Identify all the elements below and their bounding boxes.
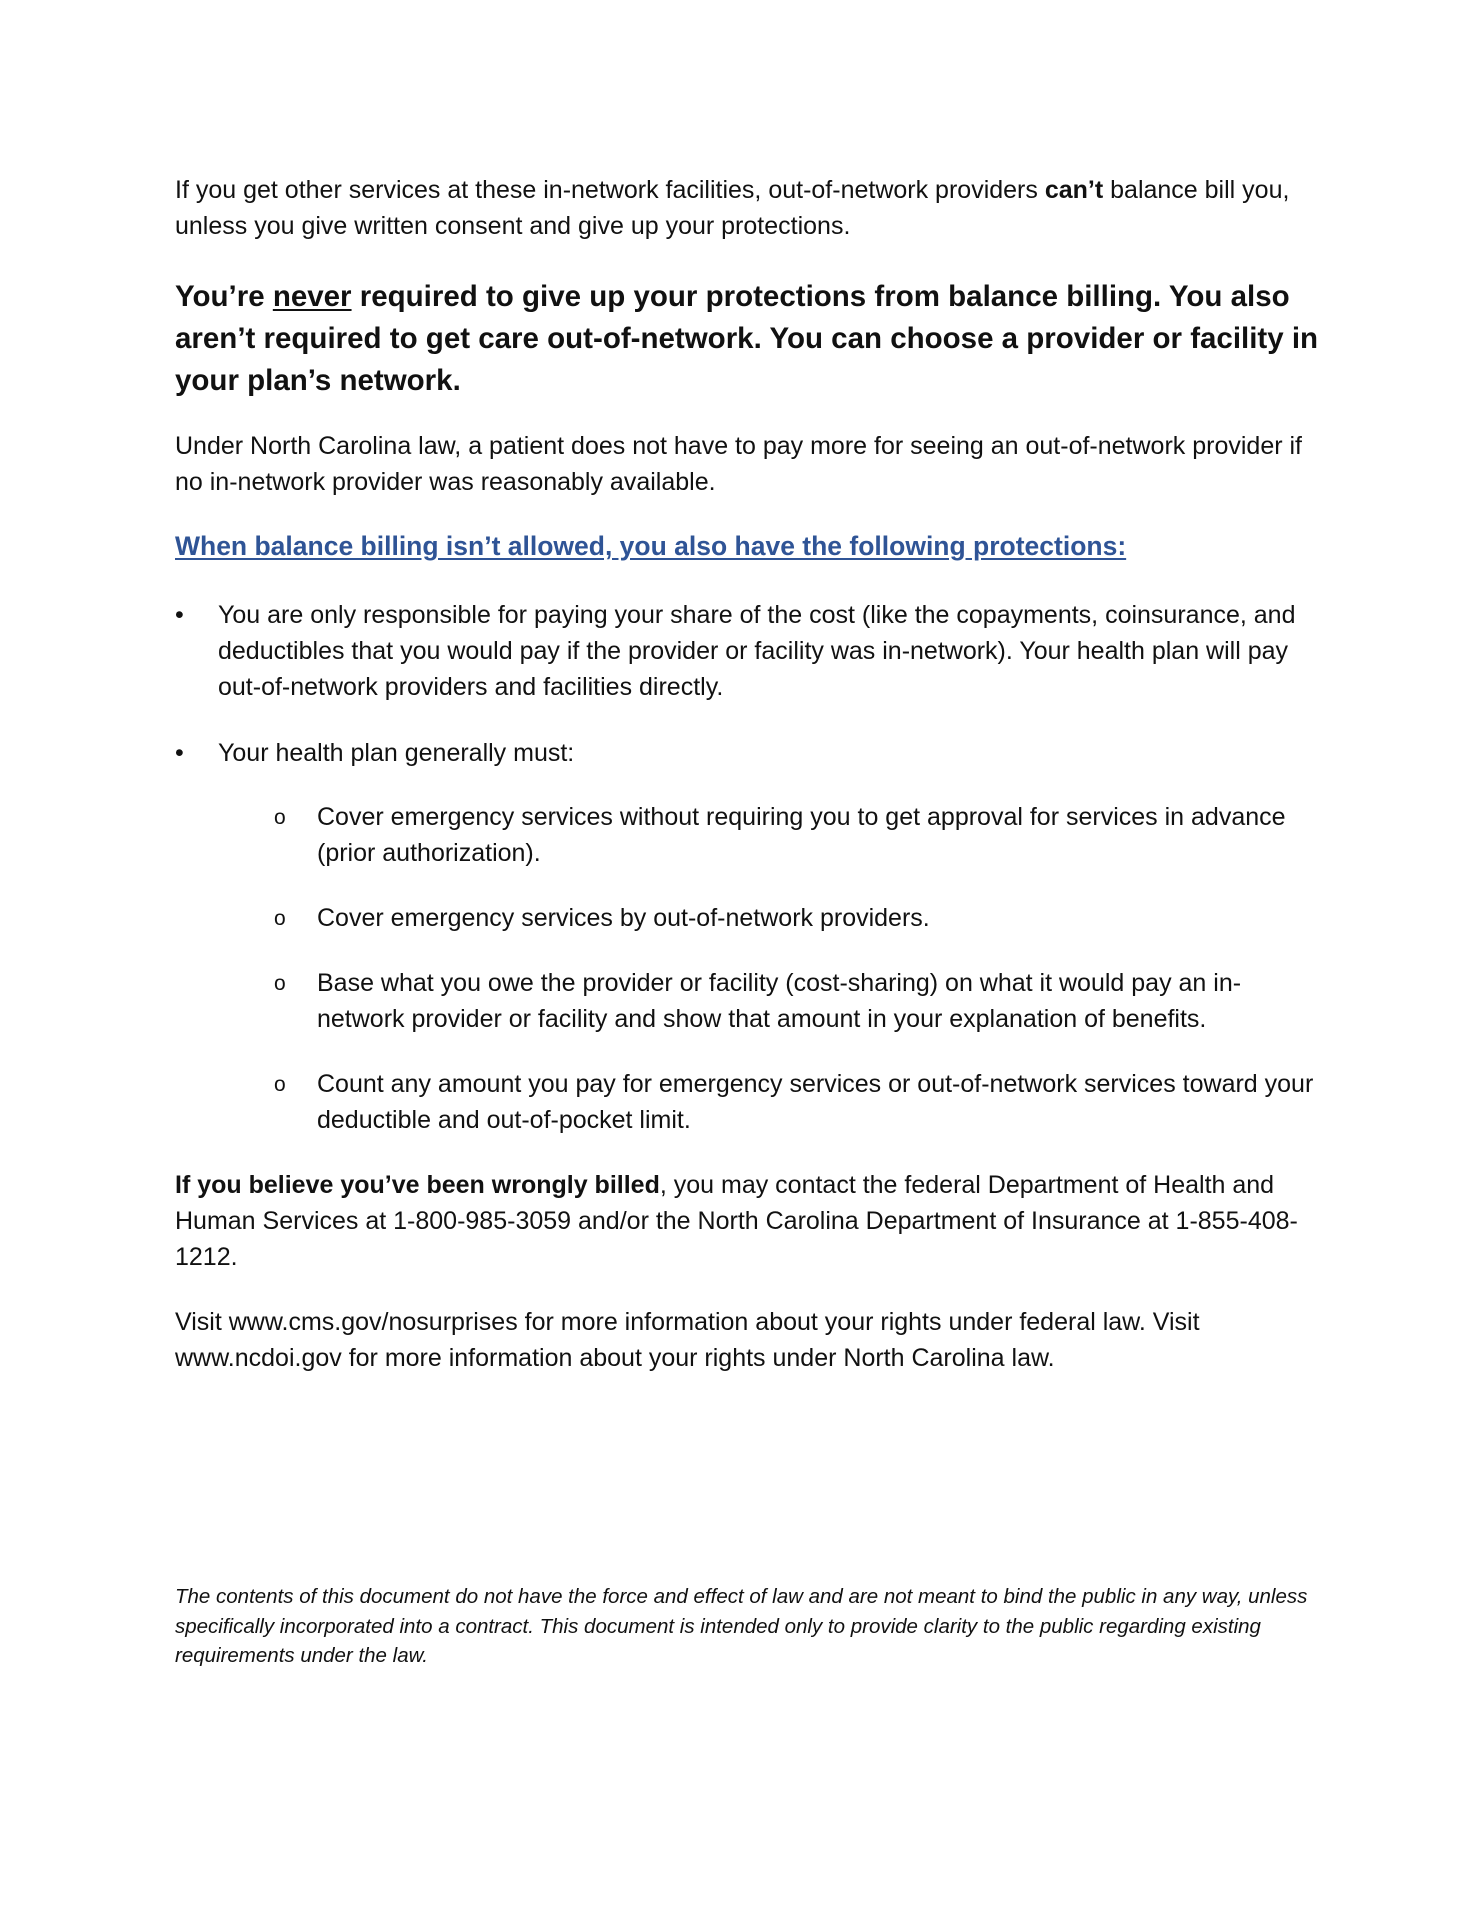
protections-section-heading: When balance billing isn’t allowed, you also have the following protections: xyxy=(175,531,1127,561)
intro-text-end: balance bill you, unless you give written consent and give up your protections. xyxy=(175,176,1290,240)
circle-bullet-icon: o xyxy=(274,1073,286,1096)
legal-disclaimer: The contents of this document do not have the force and effect of law and are not meant to bind the public in any way, unless specifically incorporated into a contract. This document is intended only to provide clarity to the public regarding existing requirements under the law. xyxy=(175,1585,1308,1667)
sub-list-text: Base what you owe the provider or facility (cost-sharing) on what it would pay an in-network provider or facility and show that amount in your explanation of benefits. xyxy=(317,969,1242,1033)
bullet-icon: • xyxy=(175,739,184,767)
bullet-icon: • xyxy=(175,601,184,629)
contact-paragraph xyxy=(175,1167,1325,1275)
contact-bold-lead: If you believe you’ve been wrongly billed xyxy=(175,1171,660,1199)
bullet-item-cost-share xyxy=(175,597,1325,705)
sub-list-text: Cover emergency services by out-of-network providers. xyxy=(317,904,930,932)
bullet-text: You are only responsible for paying your share of the cost (like the copayments, coinsurance, and deductibles that you would pay if the provider or facility was in-network). Your health plan will pay out-of-network providers and facilities directly. xyxy=(218,601,1296,701)
intro-paragraph xyxy=(175,172,1325,244)
headline-text-start: You’re xyxy=(175,280,273,313)
bullet-text: Your health plan generally must: xyxy=(218,739,575,767)
contact-text: , you may contact the federal Department of Health and Human Services at 1-800-985-3059 and/or the North Carolina Department of Insurance at 1-855-408-1212. xyxy=(175,1171,1298,1271)
nc-law-paragraph: Under North Carolina law, a patient does not have to pay more for seeing an out-of-network provider if no in-network provider was reasonably available. xyxy=(175,432,1303,496)
headline-text-end: required to give up your protections from balance billing. You also aren’t required to get care out-of-network. You can choose a provider or facility in your plan’s network. xyxy=(175,280,1319,397)
document-body xyxy=(175,172,1325,1376)
health-plan-requirements-list xyxy=(274,799,1325,1138)
sub-list-text: Cover emergency services without requiring you to get approval for services in advance (prior authorization). xyxy=(317,803,1286,867)
sub-list-item xyxy=(274,799,1325,871)
sub-list-item xyxy=(274,1066,1325,1138)
intro-text-start: If you get other services at these in-network facilities, out-of-network providers xyxy=(175,176,1045,204)
circle-bullet-icon: o xyxy=(274,907,286,930)
sub-list-item xyxy=(274,900,1325,936)
circle-bullet-icon: o xyxy=(274,806,286,829)
sub-list-item xyxy=(274,965,1325,1037)
intro-bold-cant: can’t xyxy=(1044,176,1104,204)
bullet-item-health-plan xyxy=(175,735,1325,771)
protections-headline xyxy=(175,276,1325,402)
headline-underlined-never: never xyxy=(272,280,352,313)
visit-paragraph: Visit www.cms.gov/nosurprises for more information about your rights under federal law. Visit www.ncdoi.gov for more information about your rights under North Carolina law. xyxy=(175,1308,1200,1372)
sub-list-text: Count any amount you pay for emergency services or out-of-network services toward your deductible and out-of-pocket limit. xyxy=(317,1070,1314,1134)
circle-bullet-icon: o xyxy=(274,972,286,995)
